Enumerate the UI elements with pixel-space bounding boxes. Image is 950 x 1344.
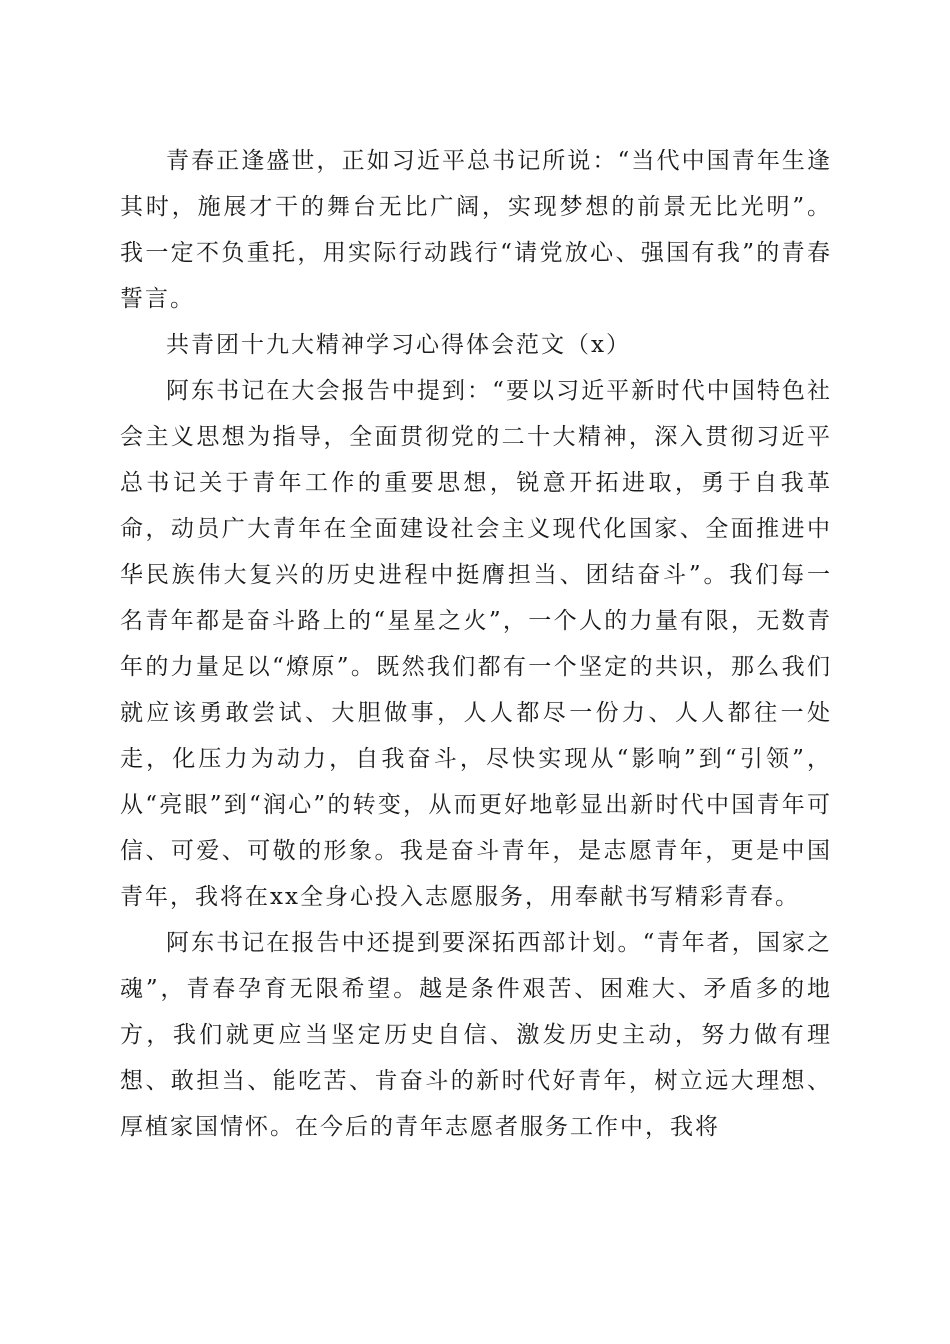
paragraph-intro: 青春正逢盛世，正如习近平总书记所说：“当代中国青年生逢其时，施展才干的舞台无比广阔，实现梦想的前景无比光明”。我一定不负重托，用实际行动践行“请党放心、强国有我”的青春誓言。	[120, 148, 832, 312]
section-heading: 共青团十九大精神学习心得体会范文（x）	[166, 332, 631, 358]
paragraph-western-plan: 阿东书记在报告中还提到要深拓西部计划。“青年者，国家之魂”，青春孕育无限希望。越是条件艰苦、困难大、矛盾多的地方，我们就更应当坚定历史自信、激发历史主动，努力做有理想、敢担当、能吃苦、肯奋斗的新时代好青年，树立远大理想、厚植家国情怀。在今后的青年志愿者服务工作中，我将	[120, 930, 832, 1140]
document-body	[120, 138, 832, 1150]
paragraph-report: 阿东书记在大会报告中提到：“要以习近平新时代中国特色社会主义思想为指导，全面贯彻党的二十大精神，深入贯彻习近平总书记关于青年工作的重要思想，锐意开拓进取，勇于自我革命，动员广大青年在全面建设社会主义现代化国家、全面推进中华民族伟大复兴的历史进程中挺膺担当、团结奋斗”。我们每一名青年都是奋斗路上的“星星之火”，一个人的力量有限，无数青年的力量足以“燎原”。既然我们都有一个坚定的共识，那么我们就应该勇敢尝试、大胆做事，人人都尽一份力、人人都往一处走，化压力为动力，自我奋斗，尽快实现从“影响”到“引领”，从“亮眼”到“润心”的转变，从而更好地彰显出新时代中国青年可信、可爱、可敬的形象。我是奋斗青年，是志愿青年，更是中国青年，我将在xx全身心投入志愿服务，用奉献书写精彩青春。	[120, 378, 832, 910]
